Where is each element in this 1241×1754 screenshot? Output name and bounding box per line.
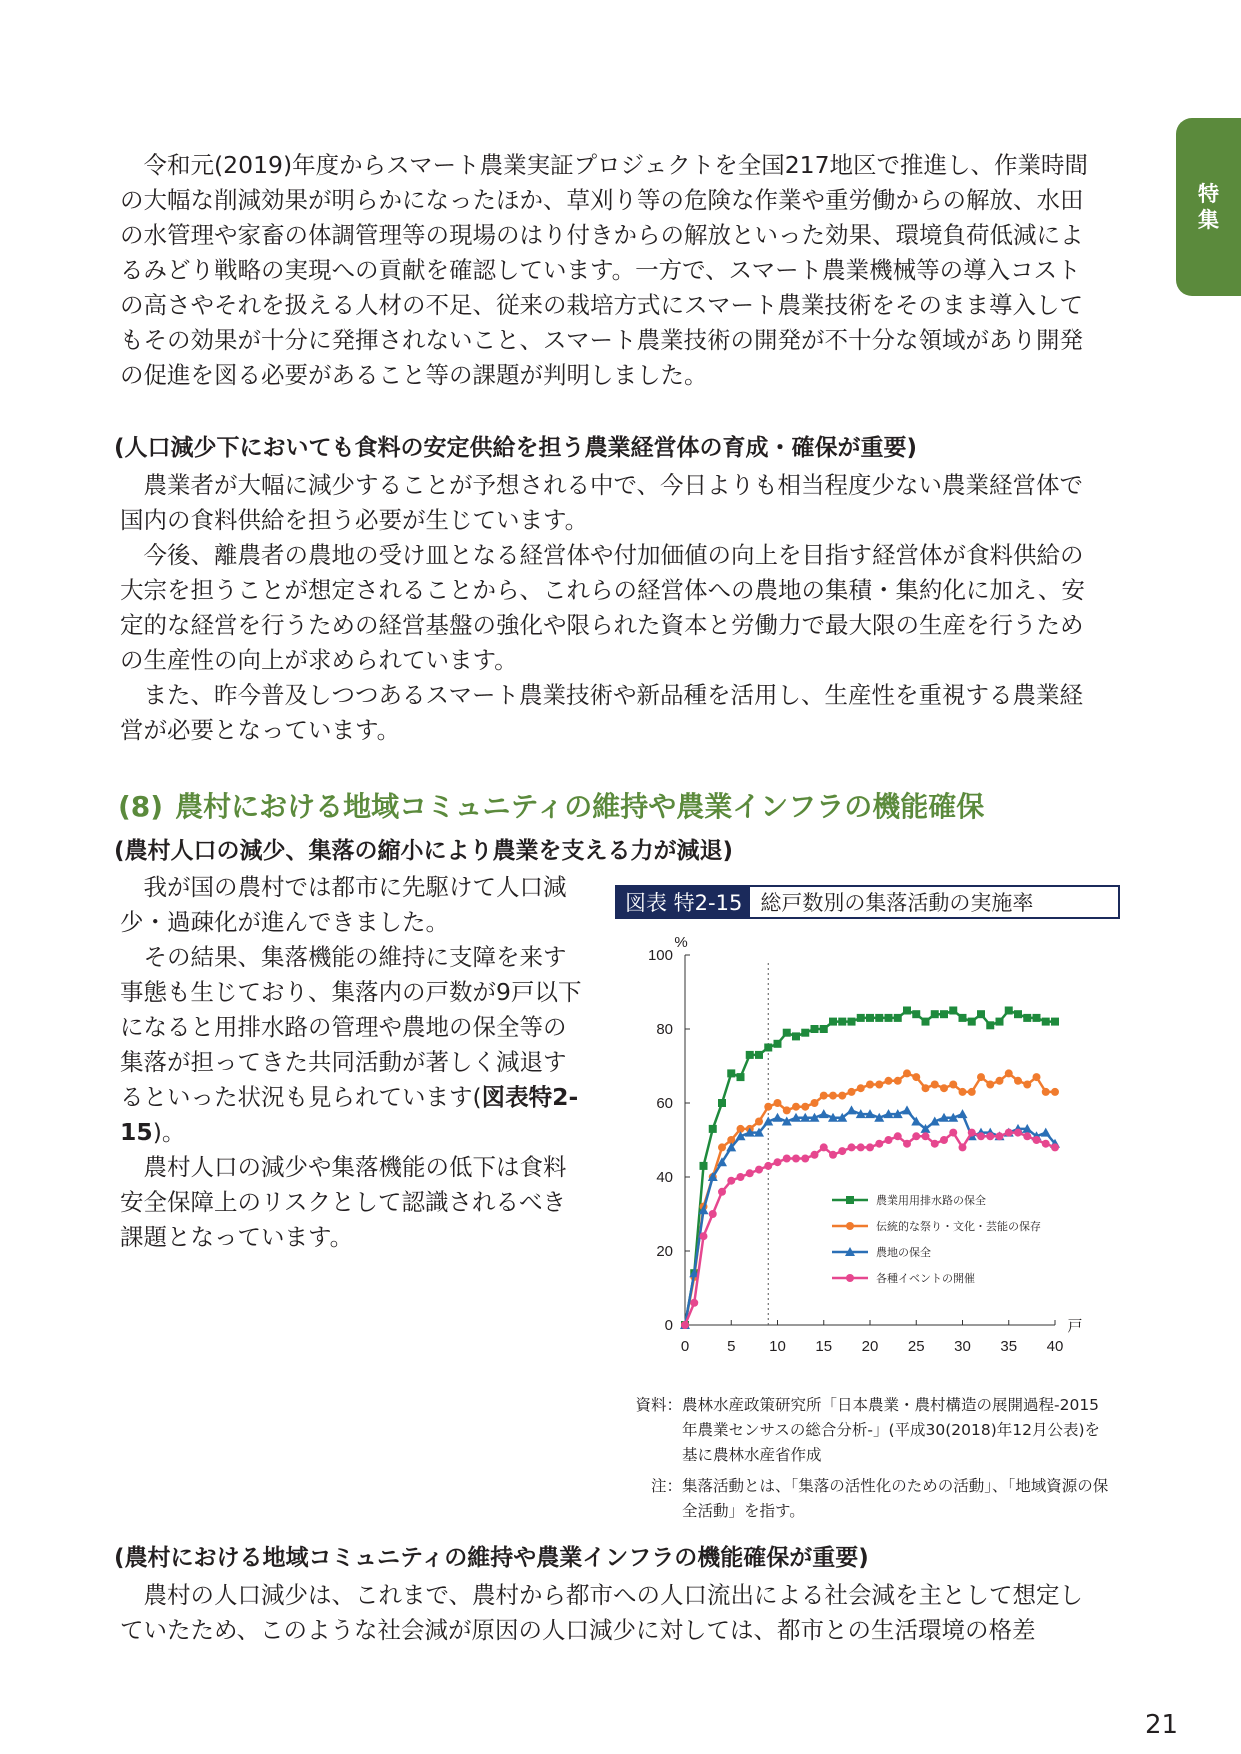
data-point	[1041, 1128, 1051, 1137]
data-point	[709, 1125, 717, 1133]
subheading-farm-management: (人口減少下においても食料の安定供給を担う農業経営体の育成・確保が重要)	[114, 435, 918, 461]
data-point	[783, 1106, 791, 1114]
paragraph-rural-depopulation: 我が国の農村では都市に先駆けて人口減少・過疎化が進んできました。	[120, 873, 567, 936]
data-point	[746, 1169, 754, 1177]
x-tick-label: 15	[815, 1338, 833, 1355]
data-point	[912, 1073, 920, 1081]
x-axis-unit: 戸	[1067, 1318, 1083, 1335]
x-tick-label: 0	[680, 1338, 690, 1355]
note-label: 注：	[650, 1477, 682, 1495]
data-point	[857, 1084, 865, 1092]
data-point	[977, 1010, 985, 1018]
data-point	[959, 1014, 967, 1022]
data-point	[1023, 1014, 1031, 1022]
y-tick-label: 20	[656, 1243, 673, 1260]
data-point	[986, 1021, 994, 1029]
figure-label: 図表 特2-15	[617, 887, 750, 917]
data-point	[912, 1132, 920, 1140]
section-heading-8	[118, 787, 984, 827]
data-point	[1042, 1140, 1050, 1148]
data-point	[1051, 1018, 1059, 1026]
y-tick-label: 60	[656, 1095, 673, 1112]
intro-paragraph: 令和元(2019)年度からスマート農業実証プロジェクトを全国217地区で推進し、作業時間の大幅な削減効果が明らかになったほか、草刈り等の危険な作業や重労働からの解放、水田の水管理や家畜の体調管理等の現場のはり付きからの解放といった効果、環境負荷低減によるみどり戦略の実現への貢献を確認しています。一方で、スマート農業機械等の導入コストの高さやそれを扱える人材の不足、従来の栽培方式にスマート農業技術をそのまま導入してもその効果が十分に発揮されないこと、スマート農業技術の開発が不十分な領域があり開発の促進を図る必要があること等の課題が判明しました。	[120, 151, 1089, 389]
data-point	[866, 1014, 874, 1022]
paragraph-community-function	[120, 940, 586, 1150]
data-point	[866, 1143, 874, 1151]
section-side-tab	[1176, 118, 1241, 296]
paragraph-food-security-risk: 農村人口の減少や集落機能の低下は食料安全保障上のリスクとして認識されるべき課題となっています。	[120, 1153, 567, 1251]
data-point	[940, 1084, 948, 1092]
data-point	[681, 1321, 689, 1329]
data-point	[977, 1132, 985, 1140]
data-point	[801, 1103, 809, 1111]
data-point	[792, 1103, 800, 1111]
data-point	[700, 1232, 708, 1240]
x-tick-label: 5	[727, 1338, 736, 1355]
y-tick-label: 100	[647, 947, 673, 964]
data-point	[755, 1166, 763, 1174]
data-point	[727, 1177, 735, 1185]
data-point	[746, 1051, 754, 1059]
data-point	[857, 1143, 865, 1151]
data-point	[1033, 1073, 1041, 1081]
y-tick-label: 0	[664, 1317, 673, 1334]
x-tick-label: 25	[907, 1338, 925, 1355]
data-point	[894, 1014, 902, 1022]
data-point	[903, 1069, 911, 1077]
subheading-rural-decline: (農村人口の減少、集落の縮小により農業を支える力が減退)	[114, 838, 734, 864]
data-point	[949, 1007, 957, 1015]
source-label: 資料：	[635, 1396, 682, 1414]
data-point	[838, 1018, 846, 1026]
data-point	[1014, 1010, 1022, 1018]
data-point	[968, 1129, 976, 1137]
data-point	[1023, 1081, 1031, 1089]
data-point	[801, 1155, 809, 1163]
series-line-3	[685, 1110, 1055, 1325]
data-point	[931, 1081, 939, 1089]
data-point	[773, 1113, 783, 1122]
legend-marker	[846, 1274, 854, 1282]
data-point	[718, 1143, 726, 1151]
data-point	[792, 1155, 800, 1163]
data-point	[1005, 1069, 1013, 1077]
data-point	[829, 1092, 837, 1100]
y-tick-label: 40	[656, 1169, 673, 1186]
data-point	[875, 1014, 883, 1022]
data-point	[690, 1299, 698, 1307]
data-point	[700, 1162, 708, 1170]
legend-label: 農地の保全	[876, 1246, 931, 1259]
data-point	[885, 1014, 893, 1022]
data-point	[1042, 1088, 1050, 1096]
data-point	[1005, 1129, 1013, 1137]
y-tick-label: 80	[656, 1021, 673, 1038]
section-number: (8)	[118, 790, 164, 823]
data-point	[875, 1081, 883, 1089]
legend-marker	[846, 1196, 854, 1204]
figure-source	[630, 1393, 1110, 1524]
paragraph-population-outflow: 農村の人口減少は、これまで、農村から都市への人口流出による社会減を主として想定していたため、このような社会減が原因の人口減少に対しては、都市との生活環境の格差	[120, 1581, 1084, 1644]
x-tick-label: 20	[861, 1338, 879, 1355]
note-text: 集落活動とは、「集落の活性化のための活動」、「地域資源の保全活動」を指す。	[682, 1477, 1109, 1520]
data-point	[940, 1010, 948, 1018]
data-point	[1033, 1014, 1041, 1022]
data-point	[764, 1044, 772, 1052]
series-line-1	[685, 1011, 1055, 1326]
data-point	[894, 1132, 902, 1140]
data-point	[1051, 1143, 1059, 1151]
data-point	[783, 1155, 791, 1163]
data-point	[885, 1136, 893, 1144]
data-point	[931, 1140, 939, 1148]
data-point	[996, 1018, 1004, 1026]
data-point	[996, 1077, 1004, 1085]
figure-reference-link[interactable]: 図表特2-15	[120, 1083, 579, 1146]
data-point	[1042, 1018, 1050, 1026]
side-tab-char-1: 特	[1198, 181, 1219, 206]
y-axis-unit: %	[674, 934, 688, 951]
data-point	[737, 1173, 745, 1181]
data-point	[922, 1084, 930, 1092]
data-point	[1051, 1088, 1059, 1096]
data-point	[996, 1132, 1004, 1140]
data-point	[922, 1018, 930, 1026]
data-point	[848, 1143, 856, 1151]
legend-marker	[846, 1222, 854, 1230]
data-point	[737, 1073, 745, 1081]
data-point	[986, 1132, 994, 1140]
data-point	[977, 1073, 985, 1081]
data-point	[819, 1109, 829, 1118]
data-point	[764, 1103, 772, 1111]
data-point	[1005, 1007, 1013, 1015]
section-title: 農村における地域コミュニティの維持や農業インフラの機能確保	[175, 790, 985, 823]
data-point	[912, 1010, 920, 1018]
paragraph-smart-agriculture: また、昨今普及しつつあるスマート農業技術や新品種を活用し、生産性を重視する農業経営が必要となっています。	[120, 681, 1084, 744]
subheading-community-infrastructure: (農村における地域コミュニティの維持や農業インフラの機能確保が重要)	[114, 1545, 869, 1571]
data-point	[903, 1007, 911, 1015]
data-point	[829, 1151, 837, 1159]
x-tick-label: 40	[1046, 1338, 1064, 1355]
data-point	[718, 1099, 726, 1107]
data-point	[958, 1109, 968, 1118]
legend-label: 農業用用排水路の保全	[876, 1194, 986, 1207]
data-point	[894, 1077, 902, 1085]
paragraph-farm-consolidation: 今後、離農者の農地の受け皿となる経営体や付加価値の向上を目指す経営体が食料供給の大宗を担うことが想定されることから、これらの経営体への農地の集積・集約化に加え、安定的な経営を行うための経営基盤の強化や限られた資本と労働力で最大限の生産を行うための生産性の向上が求められています。	[120, 541, 1085, 674]
paragraph-text: )。	[152, 1118, 186, 1146]
data-point	[811, 1025, 819, 1033]
x-tick-label: 30	[954, 1338, 971, 1355]
data-point	[1014, 1077, 1022, 1085]
side-tab-char-2: 集	[1198, 208, 1219, 232]
data-point	[783, 1029, 791, 1037]
data-point	[1023, 1132, 1031, 1140]
data-point	[811, 1099, 819, 1107]
data-point	[959, 1088, 967, 1096]
data-point	[820, 1025, 828, 1033]
data-point	[903, 1140, 911, 1148]
data-point	[1033, 1136, 1041, 1144]
data-point	[986, 1081, 994, 1089]
data-point	[902, 1105, 912, 1114]
page-number: 21	[1145, 1710, 1179, 1740]
data-point	[709, 1210, 717, 1218]
data-point	[792, 1032, 800, 1040]
data-point	[811, 1151, 819, 1159]
data-point	[949, 1081, 957, 1089]
data-point	[820, 1092, 828, 1100]
data-point	[838, 1092, 846, 1100]
paragraph-farmers-decline: 農業者が大幅に減少することが予想される中で、今日よりも相当程度少ない農業経営体で国内の食料供給を担う必要が生じています。	[120, 471, 1084, 534]
data-point	[885, 1077, 893, 1085]
paragraph-text: その結果、集落機能の維持に支障を来す事態も生じており、集落内の戸数が9戸以下になると用排水路の管理や農地の保全等の集落が担ってきた共同活動が著しく減退するといった状況も見られています(	[120, 943, 582, 1111]
data-point	[959, 1143, 967, 1151]
data-point	[764, 1162, 772, 1170]
data-point	[949, 1129, 957, 1137]
data-point	[848, 1018, 856, 1026]
figure-title-box	[615, 885, 1120, 919]
data-point	[968, 1088, 976, 1096]
figure-title: 総戸数別の集落活動の実施率	[760, 891, 1034, 915]
data-point	[774, 1158, 782, 1166]
data-point	[857, 1014, 865, 1022]
data-point	[829, 1018, 837, 1026]
data-point	[922, 1132, 930, 1140]
data-point	[847, 1105, 857, 1114]
data-point	[727, 1069, 735, 1077]
legend-label: 各種イベントの開催	[876, 1272, 975, 1285]
data-point	[1014, 1129, 1022, 1137]
legend-label: 伝統的な祭り・文化・芸能の保存	[876, 1220, 1041, 1233]
x-tick-label: 35	[1000, 1338, 1018, 1355]
line-chart	[600, 925, 1100, 1365]
data-point	[931, 1010, 939, 1018]
x-tick-label: 10	[769, 1338, 786, 1355]
data-point	[801, 1029, 809, 1037]
data-point	[875, 1140, 883, 1148]
data-point	[755, 1051, 763, 1059]
source-text: 農林水産政策研究所「日本農業・農村構造の展開過程-2015年農業センサスの総合分析-」(平成30(2018)年12月公表)を基に農林水産省作成	[682, 1396, 1101, 1464]
data-point	[774, 1040, 782, 1048]
data-point	[755, 1118, 763, 1126]
data-point	[940, 1136, 948, 1144]
data-point	[838, 1147, 846, 1155]
data-point	[866, 1081, 874, 1089]
data-point	[848, 1088, 856, 1096]
data-point	[774, 1099, 782, 1107]
data-point	[968, 1018, 976, 1026]
data-point	[718, 1188, 726, 1196]
data-point	[820, 1143, 828, 1151]
